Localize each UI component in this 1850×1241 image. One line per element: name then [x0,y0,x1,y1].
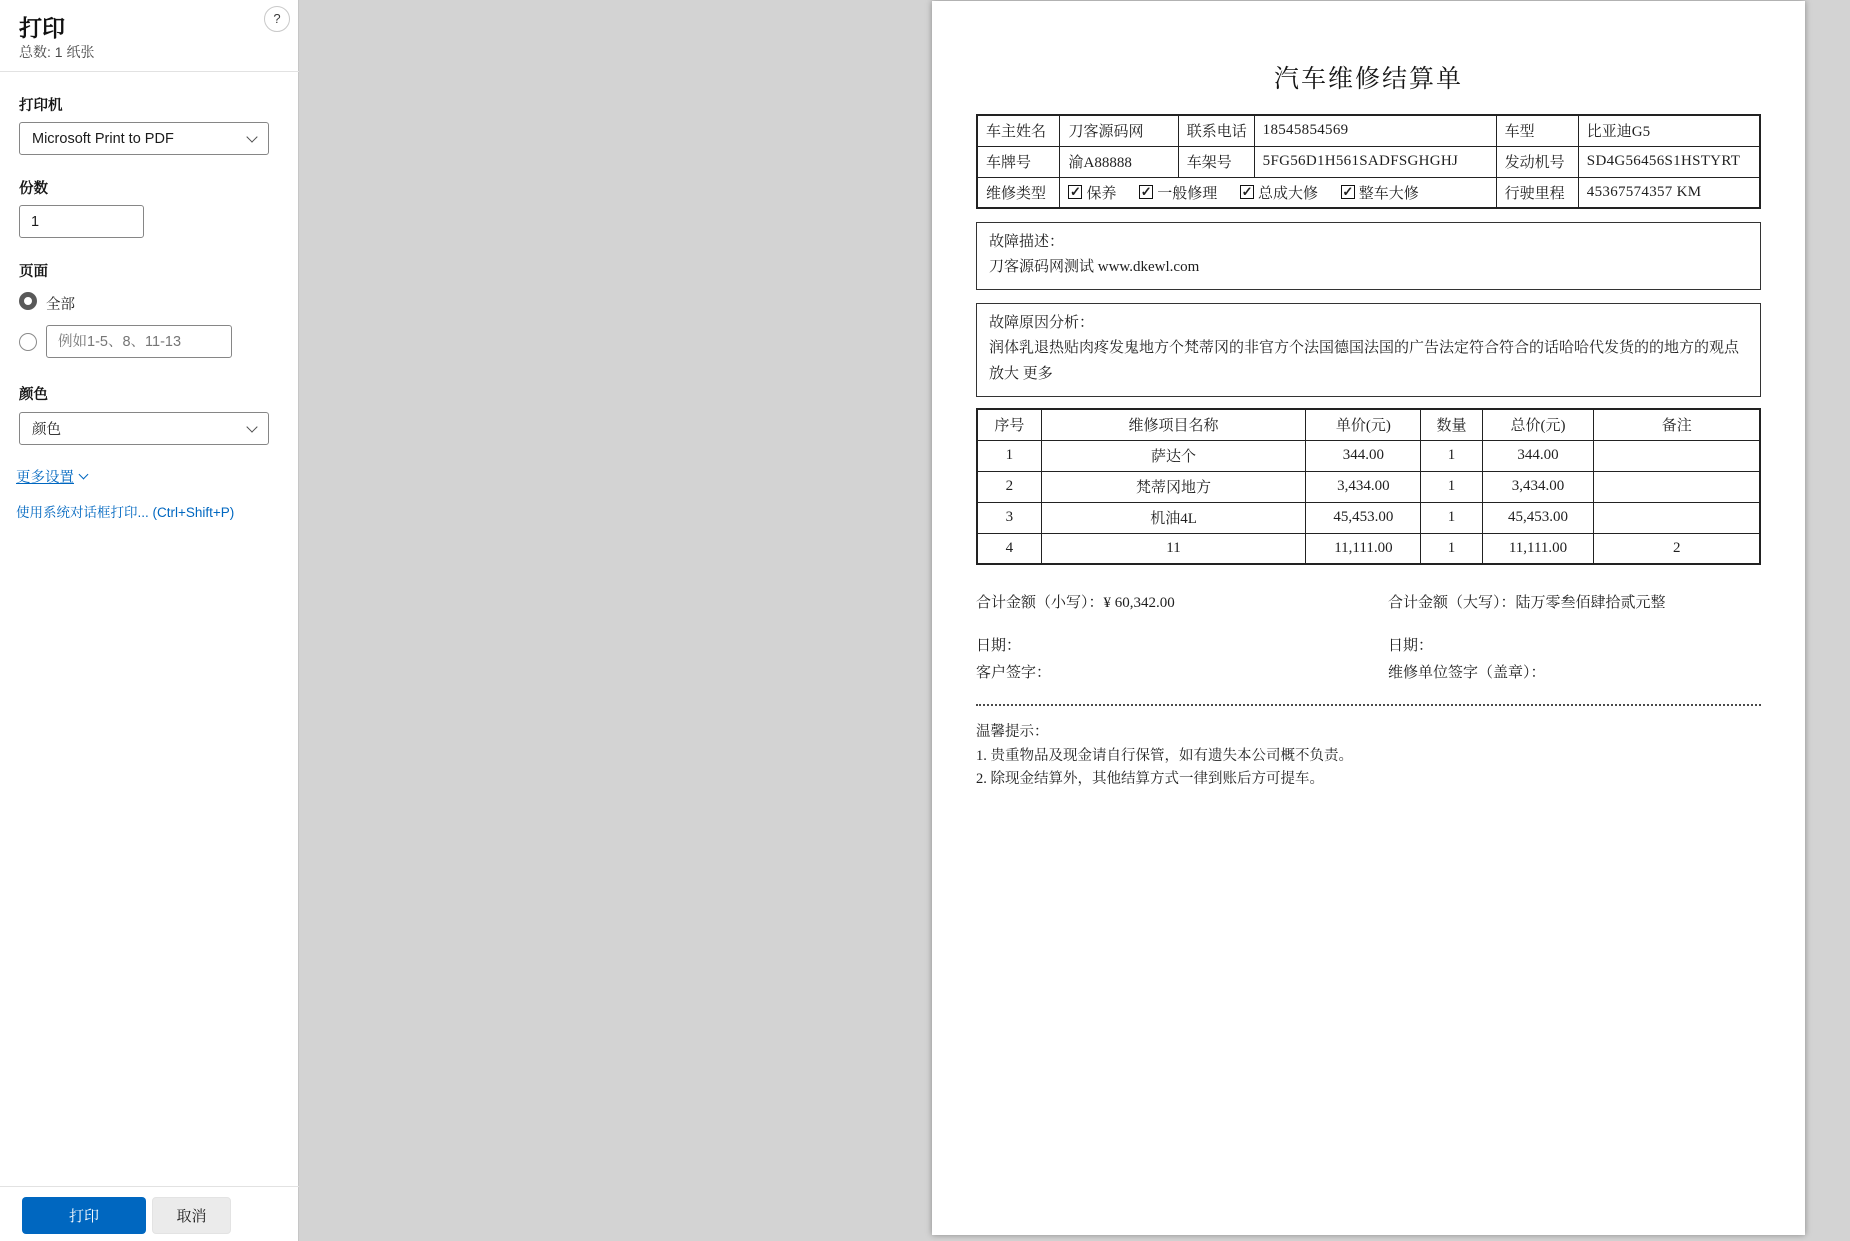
repair-type-option [1341,182,1419,203]
header-divider [0,71,299,72]
color-select[interactable] [19,412,269,445]
checkbox-checked-icon: ✓ [1070,184,1081,200]
printer-select-value: Microsoft Print to PDF [32,130,174,147]
repair-type-option [1240,182,1318,203]
total-amount-words: 合计金额（大写）：陆万零叁佰肆拾贰元整 [1388,595,1666,611]
tear-line-divider [976,704,1761,706]
item-total-price: 45,453.00 [1482,502,1594,533]
pages-label: 页面 [19,264,48,280]
table-row [977,115,1760,146]
table-row [977,440,1760,471]
chevron-down-icon [246,421,257,432]
table-row [977,471,1760,502]
item-name: 机油4L [1041,502,1306,533]
fault-description-title: 故障描述： [989,234,1065,250]
repair-type-option [1139,182,1217,203]
item-no: 1 [977,440,1041,471]
model-label: 车型 [1496,115,1578,146]
document-page [932,1,1805,1235]
repair-type-option-label: 整车大修 [1358,185,1419,202]
item-no: 2 [977,471,1041,502]
col-note: 备注 [1594,409,1760,440]
checkbox-checked-icon: ✓ [1140,184,1152,200]
model-value: 比亚迪G5 [1578,115,1760,146]
color-label: 颜色 [19,387,48,403]
repair-type-option-label: 保养 [1086,185,1117,202]
note-item: 1. 贵重物品及现金请自行保管，如有遗失本公司概不负责。 [976,748,1353,764]
repair-type-checkboxes [1060,177,1496,208]
copies-input[interactable] [19,205,144,238]
fault-analysis-title: 故障原因分析： [989,315,1095,331]
table-row [977,533,1760,564]
item-total-price: 11,111.00 [1482,533,1594,564]
fault-description-box [976,222,1761,290]
item-no: 4 [977,533,1041,564]
item-no: 3 [977,502,1041,533]
plate-value: 渝A88888 [1060,146,1178,177]
col-no: 序号 [977,409,1041,440]
item-note [1594,440,1760,471]
mileage-label: 行驶里程 [1496,177,1578,208]
chevron-down-icon [79,470,89,480]
repair-type-option-label: 总成大修 [1258,185,1319,202]
repair-items-table [976,408,1761,565]
more-settings-label: 更多设置 [16,470,74,486]
print-preview-area[interactable] [300,0,1850,1241]
unit-signature-label: 维修单位签字（盖章）： [1388,665,1546,681]
item-note: 2 [1594,533,1760,564]
signature-row [976,661,1761,681]
vin-value: 5FG56D1H561SADFSGHGHJ [1254,146,1496,177]
item-name: 梵蒂冈地方 [1041,471,1306,502]
print-settings-sidebar [0,0,299,1241]
fault-analysis-content: 润体乳退热贴肉疼发鬼地方个梵蒂冈的非官方个法国德国法国的广告法定符合符合的话哈哈代发货的的地方的观点放大 更多 [989,340,1740,382]
engine-no-label: 发动机号 [1496,146,1578,177]
item-note [1594,471,1760,502]
copies-label: 份数 [19,181,48,197]
print-button[interactable]: 打印 [22,1197,146,1234]
item-qty: 1 [1421,440,1482,471]
note-item: 2. 除现金结算外，其他结算方式一律到账后方可提车。 [976,771,1324,787]
date-right-label: 日期： [1388,638,1434,654]
item-unit-price: 45,453.00 [1306,502,1421,533]
document-title: 汽车维修结算单 [1273,66,1463,93]
item-total-price: 344.00 [1482,440,1594,471]
checkbox-checked-icon: ✓ [1241,184,1253,200]
pages-all-label: 全部 [46,297,75,313]
fault-description-content: 刀客源码网测试 www.dkewl.com [989,259,1200,275]
printer-label: 打印机 [19,98,63,114]
fault-analysis-box [976,303,1761,397]
date-left-label: 日期： [976,638,1022,654]
system-dialog-link[interactable] [16,501,234,521]
col-qty: 数量 [1421,409,1482,440]
item-qty: 1 [1421,502,1482,533]
more-settings-link[interactable] [16,466,87,487]
repair-type-label: 维修类型 [977,177,1060,208]
footer-divider [0,1186,299,1187]
pages-range-input[interactable] [46,325,232,358]
item-unit-price: 11,111.00 [1306,533,1421,564]
plate-label: 车牌号 [977,146,1060,177]
item-qty: 1 [1421,533,1482,564]
item-unit-price: 3,434.00 [1306,471,1421,502]
repair-type-option [1068,182,1116,203]
chevron-down-icon [246,131,257,142]
col-unit-price: 单价(元) [1306,409,1421,440]
col-name: 维修项目名称 [1041,409,1306,440]
repair-type-option-label: 一般修理 [1157,185,1218,202]
vin-label: 车架号 [1178,146,1254,177]
date-row [976,634,1761,654]
dialog-title: 打印 [19,15,65,41]
phone-label: 联系电话 [1178,115,1254,146]
total-amount-numeric: 合计金额（小写）：¥ 60,342.00 [976,595,1175,611]
table-row [977,177,1760,208]
engine-no-value: SD4G56456S1HSTYRT [1578,146,1760,177]
owner-name-value: 刀客源码网 [1060,115,1178,146]
printer-select[interactable] [19,122,269,155]
pages-range-radio[interactable] [19,333,37,351]
item-unit-price: 344.00 [1306,440,1421,471]
help-icon: ? [273,11,281,26]
table-header-row [977,409,1760,440]
item-name: 11 [1041,533,1306,564]
totals-row [976,591,1761,611]
mileage-value: 45367574357 KM [1578,177,1760,208]
table-row [977,502,1760,533]
item-note [1594,502,1760,533]
item-name: 萨达个 [1041,440,1306,471]
table-row [977,146,1760,177]
notes-section [976,721,1761,791]
pages-all-radio[interactable] [19,292,37,310]
owner-name-label: 车主姓名 [977,115,1060,146]
help-button[interactable] [264,6,290,32]
cancel-button[interactable]: 取消 [152,1197,231,1234]
item-qty: 1 [1421,471,1482,502]
customer-signature-label: 客户签字： [976,665,1052,681]
notes-title: 温馨提示： [976,724,1049,740]
phone-value: 18545854569 [1254,115,1496,146]
item-total-price: 3,434.00 [1482,471,1594,502]
color-select-value: 颜色 [32,422,61,438]
sheet-count: 总数: 1 纸张 [19,44,95,60]
vehicle-info-table [976,114,1761,209]
checkbox-checked-icon: ✓ [1342,184,1354,200]
system-dialog-label: 使用系统对话框打印... (Ctrl+Shift+P) [16,505,235,520]
col-total-price: 总价(元) [1482,409,1594,440]
